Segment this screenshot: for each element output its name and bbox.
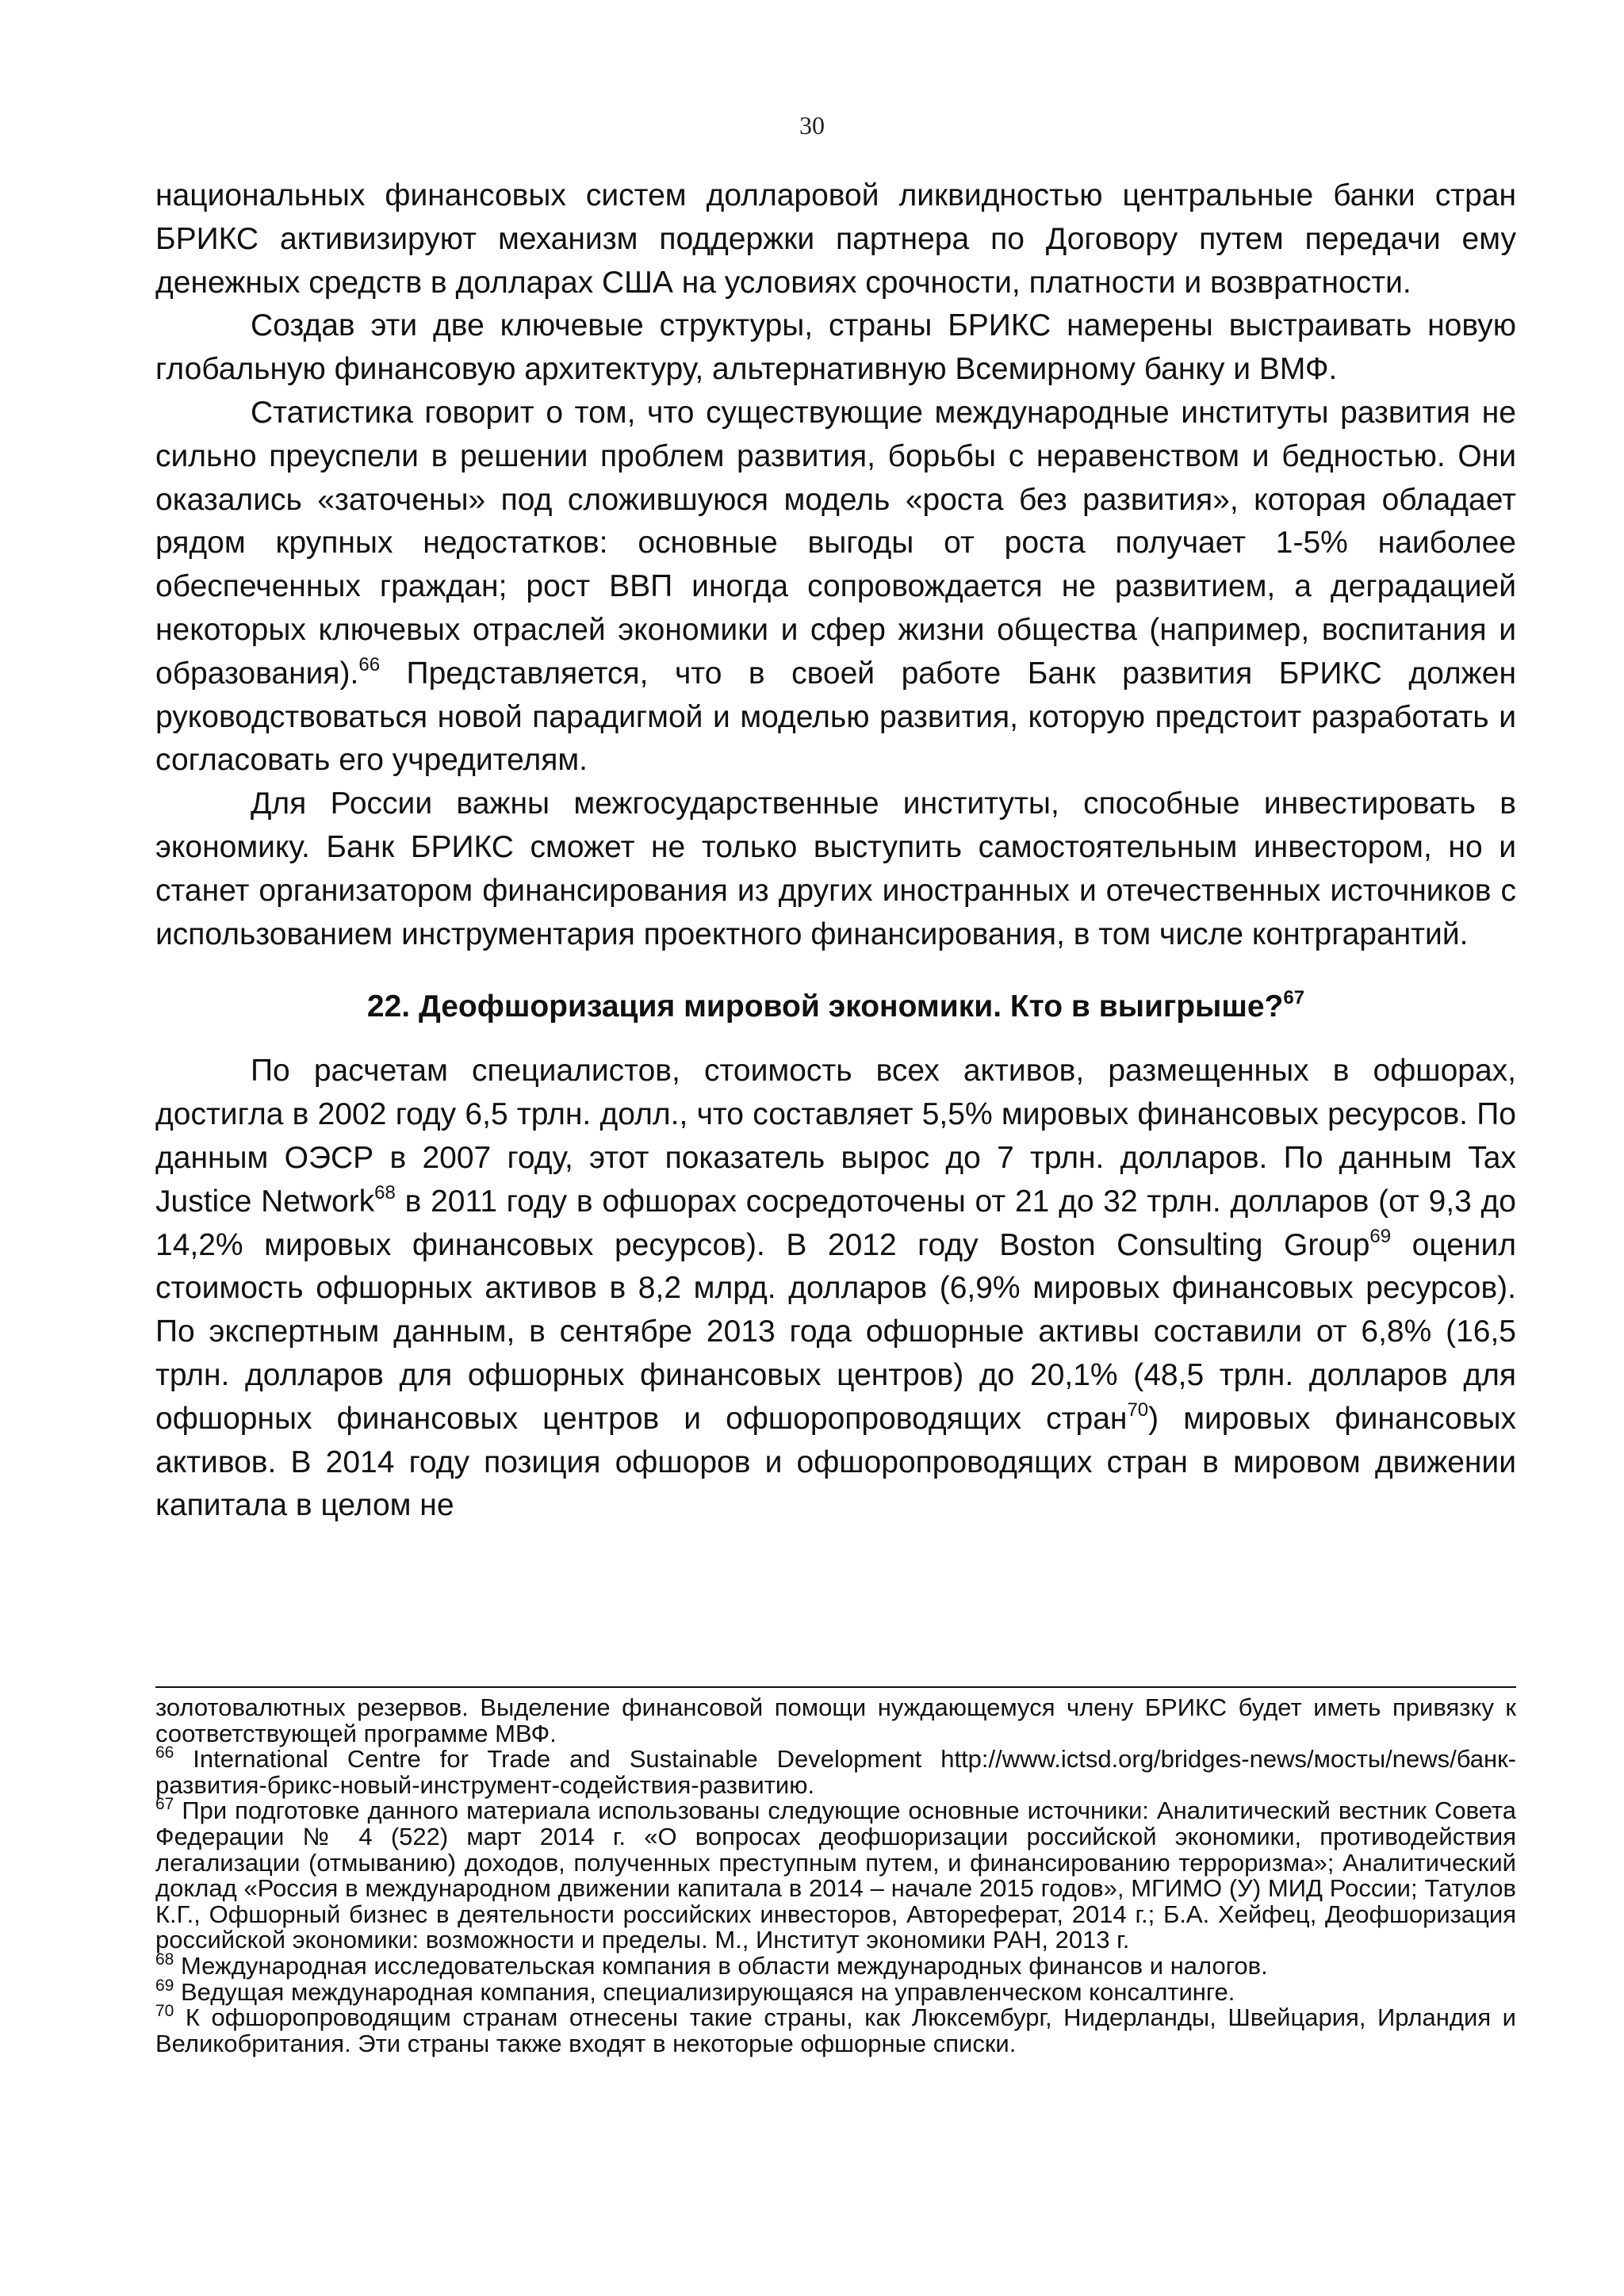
footnote-text: International Centre for Trade and Sustainable Development http://www.ictsd.org/bridges-news/мосты/news/банк-развития-брикс-новый-инструмент-содействия-развитию. [155, 1745, 1516, 1799]
footnote-number: 66 [155, 1743, 174, 1762]
paragraph-3-text-a: Статистика говорит о том, что существующие международные институты развития не сильно преуспели в решении проблем развития, борьбы с неравенством и бедностью. Они оказались «заточены» под сложившуюся модель «роста без развития», которая обладает рядом крупных недостатков: основные выгоды от роста получает 1-5% наиболее обеспеченных граждан; рост ВВП иногда сопровождается не развитием, а деградацией некоторых ключевых отраслей экономики и сфер жизни общества (например, воспитания и образования). [155, 395, 1516, 691]
footnote-66 [155, 1743, 1516, 1799]
section-heading-text: 22. Деофшоризация мировой экономики. Кто в выигрыше? [366, 989, 1284, 1024]
paragraph-5-text-c: оценил стоимость офшорных активов в 8,2 млрд. долларов (6,9% мировых финансовых ресурсов). По экспертным данным, в сентябре 2013 года офшорные активы составили от 6,8% (16,5 трлн. долларов для офшорных финансовых центров) до 20,1% (48,5 трлн. долларов для офшорных финансовых центров и офшоропроводящих стран [155, 1227, 1517, 1436]
footnote-ref-69[interactable]: 69 [1369, 1225, 1392, 1247]
footnote-text: При подготовке данного материала использованы следующие основные источники: Аналитический вестник Совета Федерации № 4 (522) март 2014 г. «О вопросах деофшоризации российской экономики, противодействия легализации (отмыванию) доходов, полученных преступным путем, и финансированию терроризма»; Аналитический доклад «Россия в международном движении капитала в 2014 – начале 2015 годов», МГИМО (У) МИД России; Татулов К.Г., Офшорный бизнес в деятельности российских инвесторов, Автореферат, 2014 г.; Б.А. Хейфец, Деофшоризация российской экономики: возможности и пределы. М., Институт экономики РАН, 2013 г. [155, 1797, 1516, 1954]
footnote-68 [155, 1950, 1516, 1980]
footnote-number: 68 [155, 1950, 174, 1969]
footnote-67 [155, 1795, 1516, 1954]
footnote-divider [155, 1686, 1516, 1688]
page-number: 30 [799, 111, 825, 140]
paragraph-3-text-b: Представляется, что в своей работе Банк развития БРИКС должен руководствоваться новой парадигмой и моделью развития, которую предстоит разработать и согласовать его учредителям. [155, 656, 1516, 778]
paragraph-5-text-b: в 2011 году в офшорах сосредоточены от 21 до 32 трлн. долларов (от 9,3 до 14,2% мировых финансовых ресурсов). В 2012 году Boston Consulting Group [155, 1184, 1516, 1262]
paragraph-5-text-a: По расчетам специалистов, стоимость всех активов, размещенных в офшорах, достигла в 2002 году 6,5 трлн. долл., что составляет 5,5% мировых финансовых ресурсов. По данным ОЭСР в 2007 году, этот показатель вырос до 7 трлн. долларов. По данным Tax Justice Network [155, 1054, 1516, 1219]
footnote-text: Ведущая международная компания, специализирующаяся на управленческом консалтинге. [174, 1977, 1235, 2006]
paragraph-4: Для России важны межгосударственные институты, способные инвестировать в экономику. Банк БРИКС сможет не только выступить самостоятельным инвестором, но и станет организатором финансирования из других иностранных и отечественных источников с использованием инструментария проектного финансирования, в том числе контргарантий. [155, 786, 1516, 951]
footnote-continuation: золотовалютных резервов. Выделение финансовой помощи нуждающемуся члену БРИКС будет иметь привязку к соответствующей программе МВФ. [155, 1693, 1516, 1747]
footnote-ref-68[interactable]: 68 [374, 1181, 396, 1203]
main-text [155, 174, 1516, 1528]
paragraph-1: национальных финансовых систем долларовой ликвидностью центральные банки стран БРИКС активизируют механизм поддержки партнера по Договору путем передачи ему денежных средств в долларах США на условиях срочности, платности и возвратности. [155, 178, 1516, 300]
footnote-69 [155, 1976, 1516, 2006]
footnote-ref-66[interactable]: 66 [358, 653, 381, 675]
footnote-ref-70[interactable]: 70 [1127, 1399, 1149, 1421]
footnotes [155, 1695, 1516, 2057]
footnote-text: К офшоропроводящим странам отнесены такие страны, как Люксембург, Нидерланды, Швейцария, Ирландия и Великобритания. Эти страны также входят в некоторые офшорные списки. [155, 2003, 1516, 2057]
footnote-70 [155, 2002, 1516, 2057]
paragraph-5-text-d: ) мировых финансовых активов. В 2014 году позиция офшоров и офшоропроводящих стран в мировом движении капитала в целом не [155, 1401, 1516, 1523]
footnote-ref-67[interactable]: 67 [1283, 987, 1305, 1009]
paragraph-3 [155, 392, 1516, 783]
paragraph-5 [155, 1050, 1516, 1528]
footnote-number: 67 [155, 1795, 174, 1814]
footnote-number: 69 [155, 1976, 174, 1995]
section-heading [155, 985, 1516, 1029]
paragraph-2: Создав эти две ключевые структуры, страны БРИКС намерены выстраивать новую глобальную финансовую архитектуру, альтернативную Всемирному банку и ВМФ. [155, 308, 1516, 387]
footnote-text: Международная исследовательская компания в области международных финансов и налогов. [174, 1951, 1268, 1980]
footnote-number: 70 [155, 2002, 174, 2021]
